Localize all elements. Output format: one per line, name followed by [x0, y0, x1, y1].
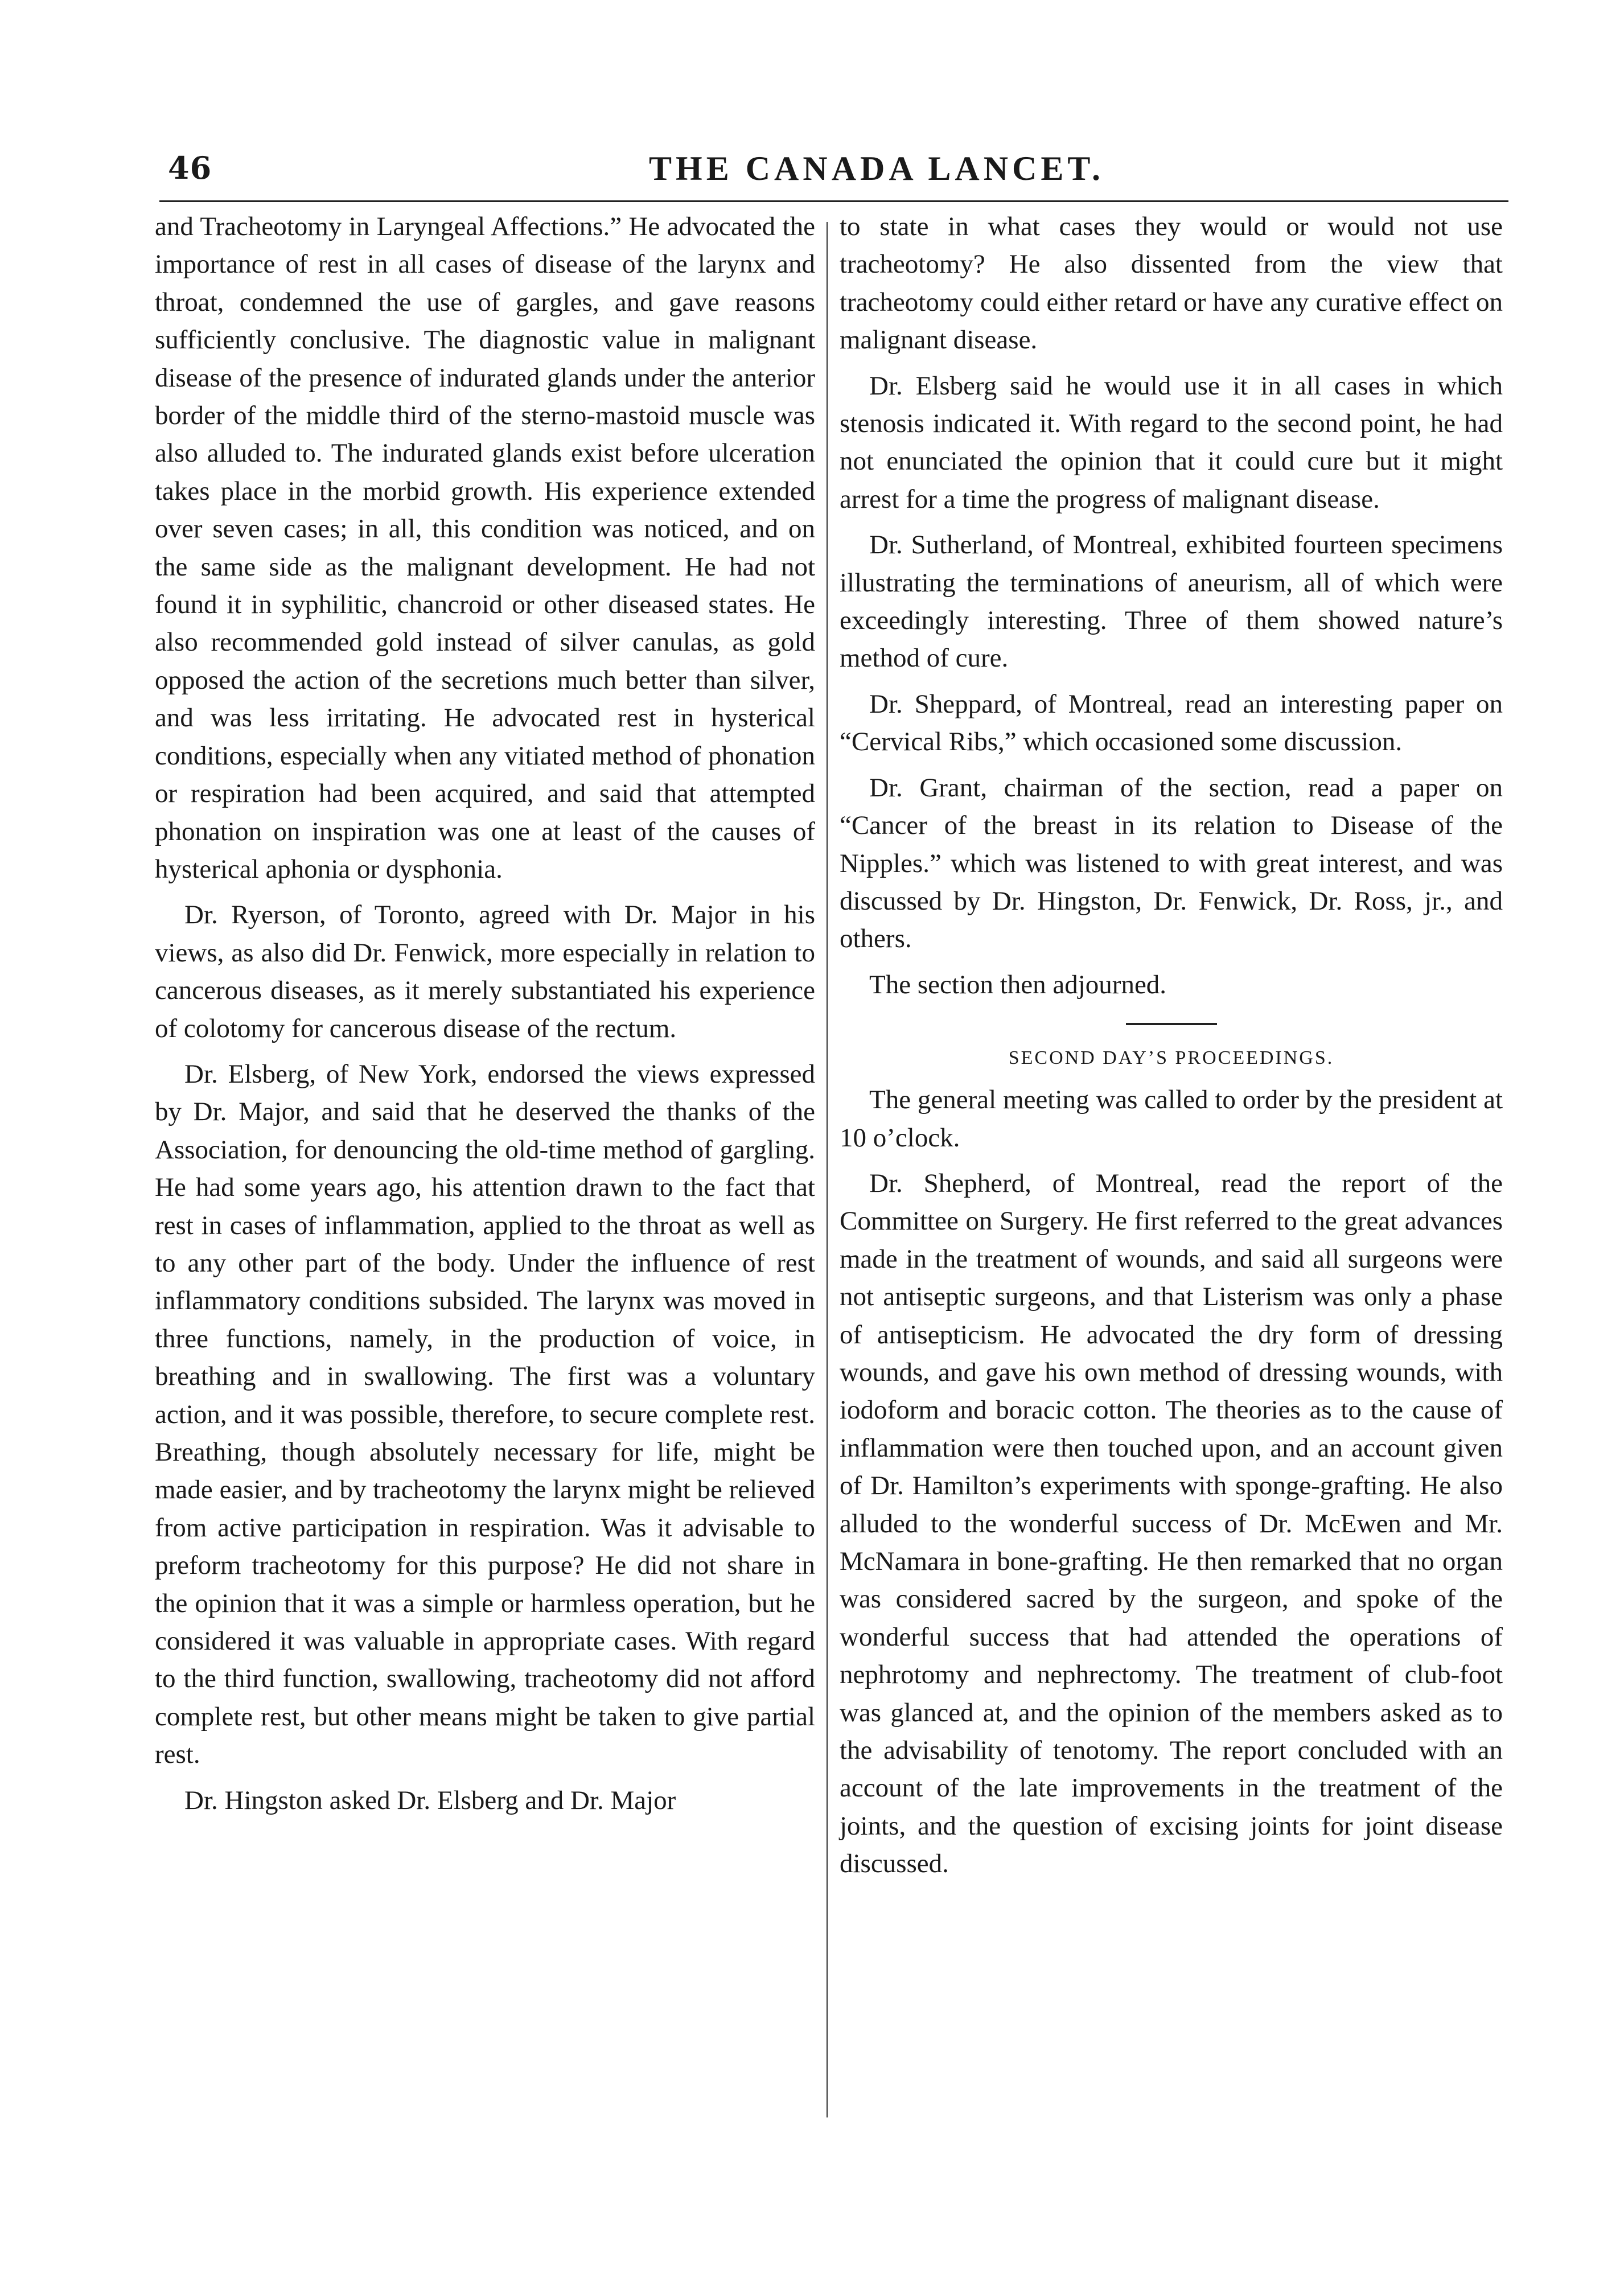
paragraph: The general meeting was called to order by the president at 10 o’clock. [840, 1085, 1503, 1153]
paragraph: Dr. Elsberg said he would use it in all cases in which stenosis indicated it. With regard to the second point, he had not enunciated the opinion that it could cure but it might arrest for a time the progress of malignant disease. [840, 371, 1503, 514]
page-number: 46 [168, 150, 212, 186]
left-column [155, 208, 815, 1827]
header-rule [159, 200, 1508, 202]
section-heading: SECOND DAY’S PROCEEDINGS. [1008, 1047, 1334, 1069]
journal-title: THE CANADA LANCET. [649, 150, 1104, 187]
running-head [0, 0, 1624, 205]
paragraph: Dr. Sutherland, of Montreal, exhibited fourteen specimens illustrating the terminations of aneurism, all of which were exceedingly interesting. Three of them showed nature’s method of cure. [840, 530, 1503, 673]
paragraph: The section then adjourned. [869, 969, 1167, 1000]
column-divider [827, 222, 828, 2117]
paragraph: Dr. Sheppard, of Montreal, read an interesting paper on “Cervical Ribs,” which occasioned some discussion. [840, 689, 1503, 757]
paragraph: Dr. Elsberg, of New York, endorsed the views expressed by Dr. Major, and said that he deserved the thanks of the Association, for denouncing the old-time method of gargling. He had some years ago, his attention drawn to the fact that rest in cases of inflammation, applied to the throat as well as to any other part of the body. Under the influence of rest inflammatory conditions subsided. The larynx was moved in three functions, namely, in the production of voice, in breathing and in swallowing. The first was a voluntary action, and it was possible, therefore, to secure complete rest. Breathing, though absolutely necessary for life, might be made easier, and by tracheotomy the larynx might be relieved from active participation in respiration. Was it advisable to preform tracheotomy for this purpose? He did not share in the opinion that it was a simple or harmless operation, but he considered it was valuable in appropriate cases. With regard to the third function, swallowing, tracheotomy did not afford complete rest, but other means might be taken to give partial rest. [155, 1059, 815, 1770]
right-column [840, 208, 1503, 1891]
paragraph: to state in what cases they would or would not use tracheotomy? He also dissented from the view that tracheotomy could either retard or have any curative effect on malignant disease. [840, 212, 1503, 355]
paragraph: Dr. Grant, chairman of the section, read a paper on “Cancer of the breast in its relation to Disease of the Nipples.” which was listened to with great interest, and was discussed by Dr. Hingston, Dr. Fenwick, Dr. Ross, jr., and others. [840, 772, 1503, 954]
paragraph: and Tracheotomy in Laryngeal Affections.” He advocated the importance of rest in all cases of disease of the larynx and throat, condemned the use of gargles, and gave reasons sufficiently conclusive. The diagnostic value in malignant disease of the presence of indurated glands under the anterior border of the middle third of the sterno-mastoid muscle was also alluded to. The indurated glands exist before ulceration takes place in the morbid growth. His experience extended over seven cases; in all, this condition was noticed, and on the same side as the malignant development. He had not found it in syphilitic, chancroid or other diseased states. He also recommended gold instead of silver canulas, as gold opposed the action of the secretions much better than silver, and was less irritating. He advocated rest in hysterical conditions, especially when any vitiated method of phonation or respiration had been acquired, and said that attempted phonation on inspiration was one at least of the causes of hysterical aphonia or dysphonia. [155, 212, 815, 884]
paragraph: Dr. Hingston asked Dr. Elsberg and Dr. Major [184, 1785, 676, 1815]
paragraph: Dr. Shepherd, of Montreal, read the report of the Committee on Surgery. He first referred to the great advances made in the treatment of wounds, and said all surgeons were not antiseptic surgeons, and that Listerism was only a phase of antisepticism. He advocated the dry form of dressing wounds, and gave his own method of dressing wounds, with iodoform and boracic cotton. The theories as to the cause of inflammation were then touched upon, and an account given of Dr. Hamilton’s experiments with sponge-grafting. He also alluded to the wonderful success of Dr. McEwen and Mr. McNamara in bone-grafting. He then remarked that no organ was considered sacred by the surgeon, and spoke of the wonderful success that had attended the operations of nephrotomy and nephrectomy. The treatment of club-foot was glanced at, and the opinion of the members asked as to the advisability of tenotomy. The report concluded with an account of the late improvements in the treatment of the joints, and the question of excising joints for joint disease discussed. [840, 1168, 1503, 1879]
paragraph: Dr. Ryerson, of Toronto, agreed with Dr. Major in his views, as also did Dr. Fenwick, more especially in relation to cancerous diseases, as it merely substantiated his experience of colotomy for cancerous disease of the rectum. [155, 900, 815, 1043]
section-rule [1126, 1023, 1217, 1025]
